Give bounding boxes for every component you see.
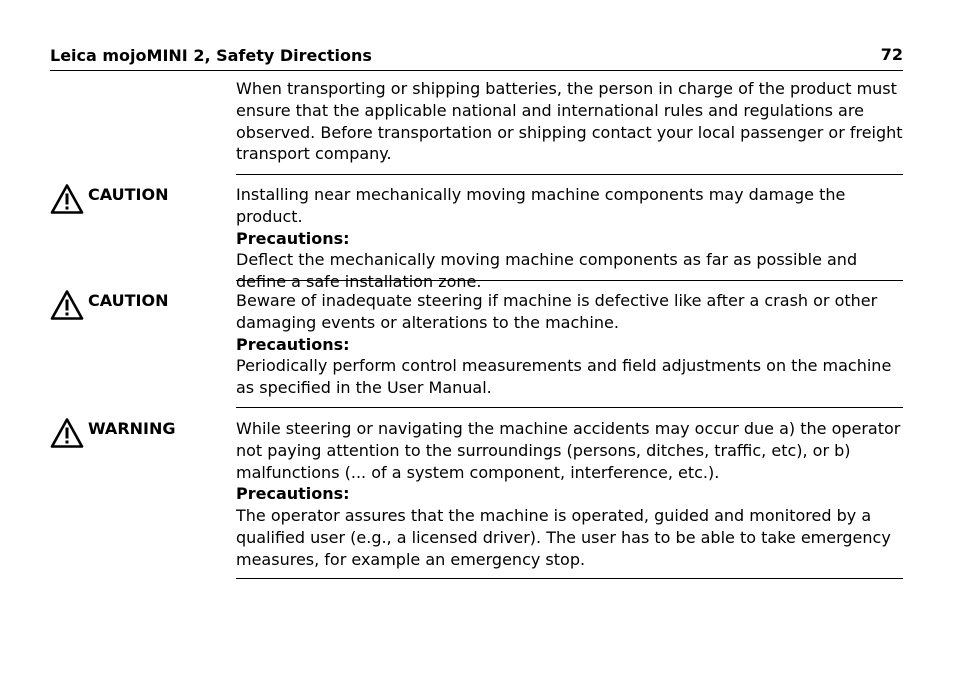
page-header <box>50 44 903 71</box>
warning-label-text: WARNING <box>88 419 176 438</box>
warning-triangle-icon <box>50 183 84 215</box>
caution-label-text: CAUTION <box>88 291 169 310</box>
hazard-description: Beware of inadequate steering if machine is defective like after a crash or other damaging events or alterations to the machine. <box>236 291 878 332</box>
section-divider <box>236 280 903 281</box>
warning-message <box>236 418 903 571</box>
warning-triangle-icon <box>50 289 84 321</box>
precautions-heading: Precautions: <box>236 334 350 354</box>
warning-triangle-icon <box>50 417 84 449</box>
hazard-description: Installing near mechanically moving machine components may damage the product. <box>236 185 846 226</box>
precautions-heading: Precautions: <box>236 484 350 504</box>
hazard-description: While steering or navigating the machine accidents may occur due a) the operator not paying attention to the surroundings (persons, ditches, traffic, etc), or b) malfunctions (... of a system component, interference, etc.). <box>236 419 901 482</box>
page-number: 72 <box>880 45 903 64</box>
precautions-text: The operator assures that the machine is operated, guided and monitored by a qualified user (e.g., a licensed driver). The user has to be able to take emergency measures, for example an emergency stop. <box>236 506 891 569</box>
caution-message-2 <box>236 290 903 399</box>
section-divider <box>236 578 903 579</box>
precautions-heading: Precautions: <box>236 228 350 248</box>
caution-label-text: CAUTION <box>88 185 169 204</box>
section-divider <box>236 407 903 408</box>
precautions-text: Periodically perform control measurements and field adjustments on the machine as specified in the User Manual. <box>236 356 892 398</box>
document-title: Leica mojoMINI 2, Safety Directions <box>50 46 372 65</box>
intro-paragraph: When transporting or shipping batteries, the person in charge of the product must ensure that the applicable national and international rules and regulations are observed. Before transportation or shipping contact your local passenger or freight transport company. <box>236 79 903 164</box>
precautions-text: Deflect the mechanically moving machine components as far as possible and define a safe installation zone. <box>236 250 858 292</box>
section-divider <box>236 174 903 175</box>
caution-message-1 <box>236 184 903 293</box>
